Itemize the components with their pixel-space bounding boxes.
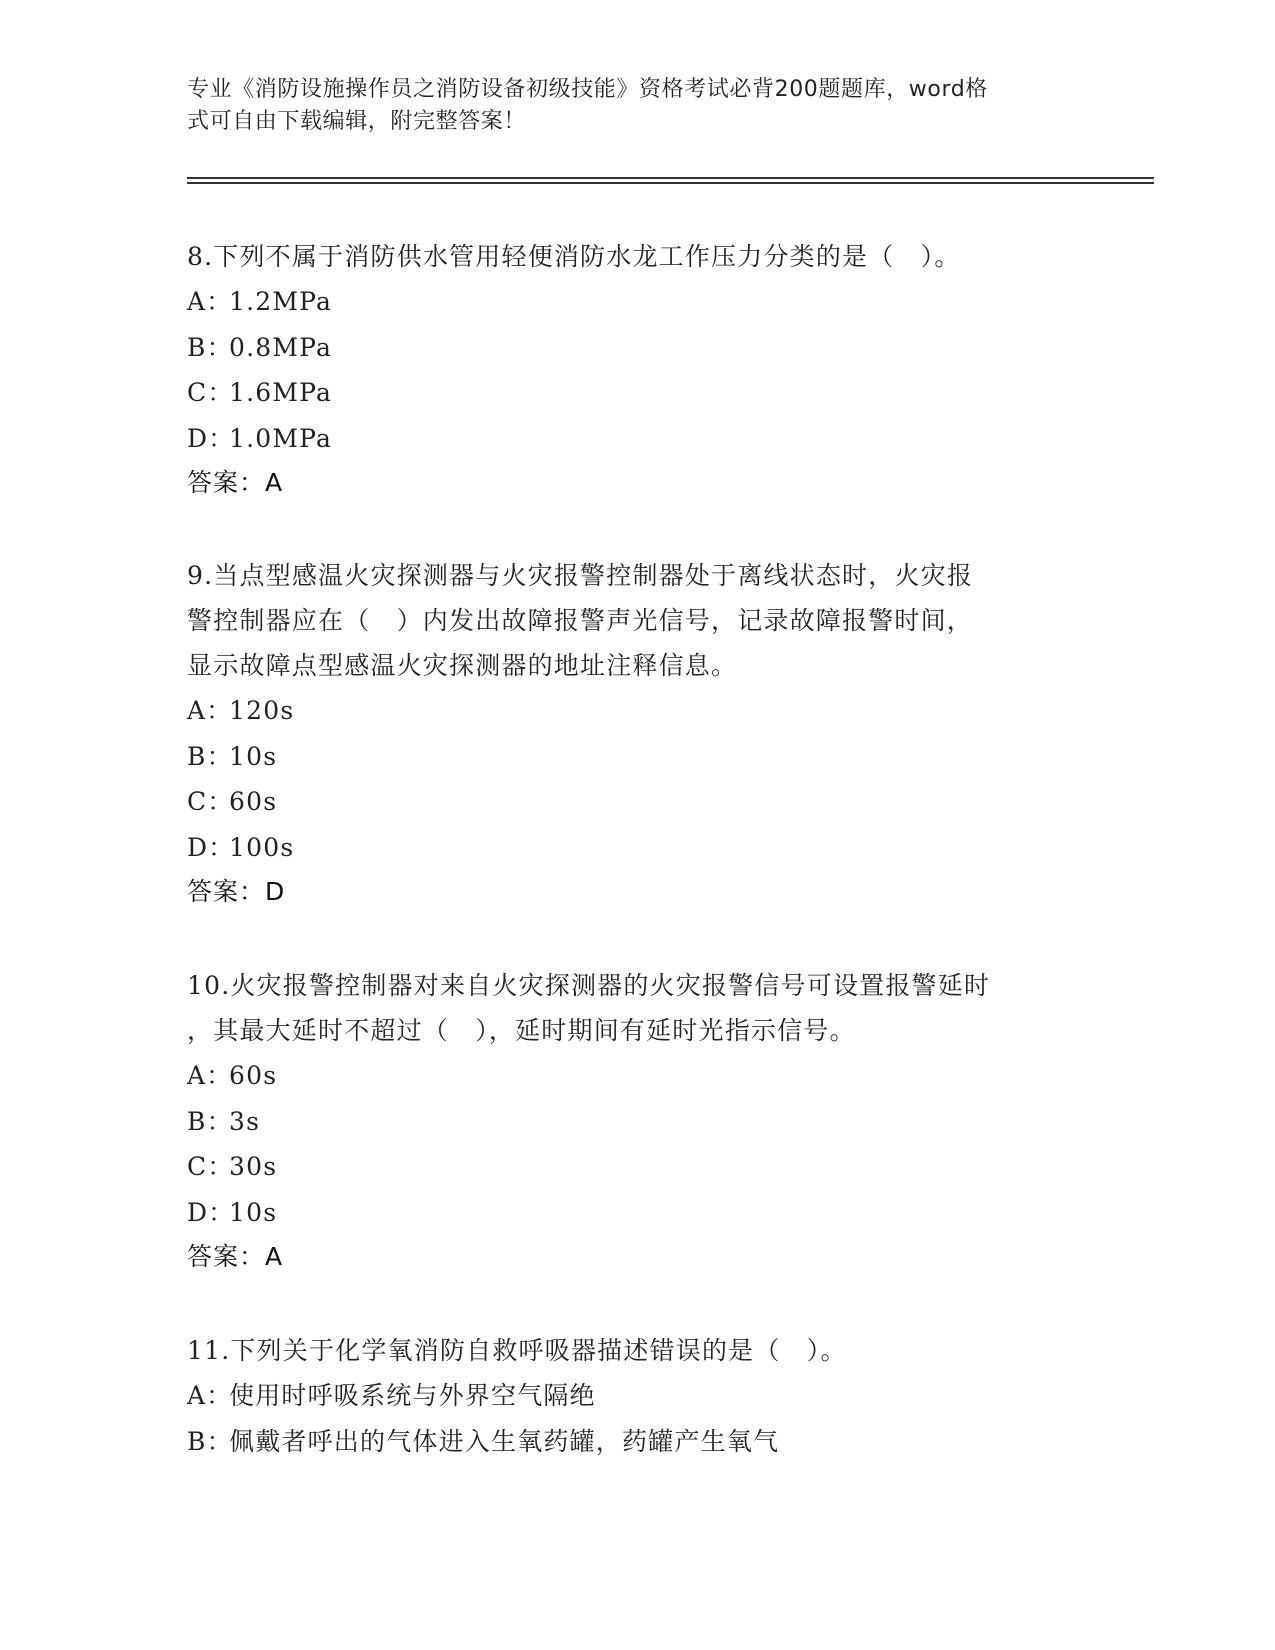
question-block: [187, 553, 1087, 914]
answer-line: 答案：A: [187, 468, 284, 497]
option-c: [187, 1144, 1087, 1190]
option-d: [187, 1190, 1087, 1236]
header-line-2: 式可自由下载编辑，附完整答案！: [187, 109, 527, 134]
option-letter: A：: [187, 1061, 233, 1090]
option-b: [187, 325, 1087, 371]
document-header: [187, 74, 1067, 138]
option-text: 佩戴者呼出的气体进入生氧药罐，药罐产生氧气: [229, 1426, 780, 1456]
question-text: ，其最大延时不超过（ ），延时期间有延时光指示信号。: [187, 1016, 856, 1045]
option-text: 1.2MPa: [229, 287, 333, 316]
option-text: 120s: [229, 696, 295, 725]
question-text: 10.火灾报警控制器对来自火灾探测器的火灾报警信号可设置报警延时: [187, 971, 991, 1000]
option-text: 30s: [229, 1152, 278, 1181]
option-letter: A：: [187, 1381, 233, 1410]
question-text: 8.下列不属于消防供水管用轻便消防水龙工作压力分类的是（ ）。: [187, 242, 961, 271]
option-letter: A：: [187, 696, 233, 725]
question-text: 警控制器应在（ ）内发出故障报警声光信号，记录故障报警时间，: [187, 606, 974, 635]
question-block: [187, 963, 1087, 1279]
question-text: 9.当点型感温火灾探测器与火灾报警控制器处于离线状态时，火灾报: [187, 561, 974, 590]
option-c: [187, 370, 1087, 416]
option-letter: C：: [187, 378, 234, 407]
question-text: 11.下列关于化学氧消防自救呼吸器描述错误的是（ ）。: [187, 1336, 847, 1365]
option-letter: B：: [187, 332, 233, 362]
option-text: 100s: [229, 832, 295, 862]
option-letter: B：: [187, 1106, 233, 1136]
option-text: 10s: [229, 1197, 278, 1227]
option-a: [187, 279, 1087, 325]
question-block: [187, 234, 1087, 505]
option-text: 3s: [229, 1106, 261, 1136]
option-a: [187, 1373, 1087, 1419]
option-a: [187, 1053, 1087, 1099]
option-text: 60s: [229, 1061, 278, 1090]
option-d: [187, 825, 1087, 871]
option-text: 1.0MPa: [229, 423, 333, 453]
option-b: [187, 734, 1087, 780]
option-letter: D：: [187, 1197, 235, 1227]
question-text: 显示故障点型感温火灾探测器的地址注释信息。: [187, 651, 738, 680]
option-c: [187, 779, 1087, 825]
option-letter: A：: [187, 287, 233, 316]
option-a: [187, 688, 1087, 734]
option-text: 10s: [229, 741, 278, 771]
answer-line: 答案：D: [187, 877, 286, 906]
answer-line: 答案：A: [187, 1242, 284, 1271]
option-text: 1.6MPa: [229, 378, 333, 407]
option-letter: D：: [187, 423, 235, 453]
option-text: 60s: [229, 787, 278, 816]
header-line-1: 专业《消防设施操作员之消防设备初级技能》资格考试必背200题题库，word格: [187, 77, 988, 102]
option-letter: C：: [187, 787, 234, 816]
question-block: [187, 1328, 1087, 1464]
option-b: [187, 1099, 1087, 1145]
option-letter: B：: [187, 741, 233, 771]
option-d: [187, 416, 1087, 462]
option-b: [187, 1419, 1087, 1465]
option-letter: D：: [187, 832, 235, 862]
option-text: 0.8MPa: [229, 332, 333, 362]
header-divider-thick: [187, 177, 1154, 179]
option-letter: C：: [187, 1152, 234, 1181]
option-letter: B：: [187, 1426, 233, 1456]
header-divider-thin: [187, 182, 1154, 184]
option-text: 使用时呼吸系统与外界空气隔绝: [229, 1381, 596, 1410]
